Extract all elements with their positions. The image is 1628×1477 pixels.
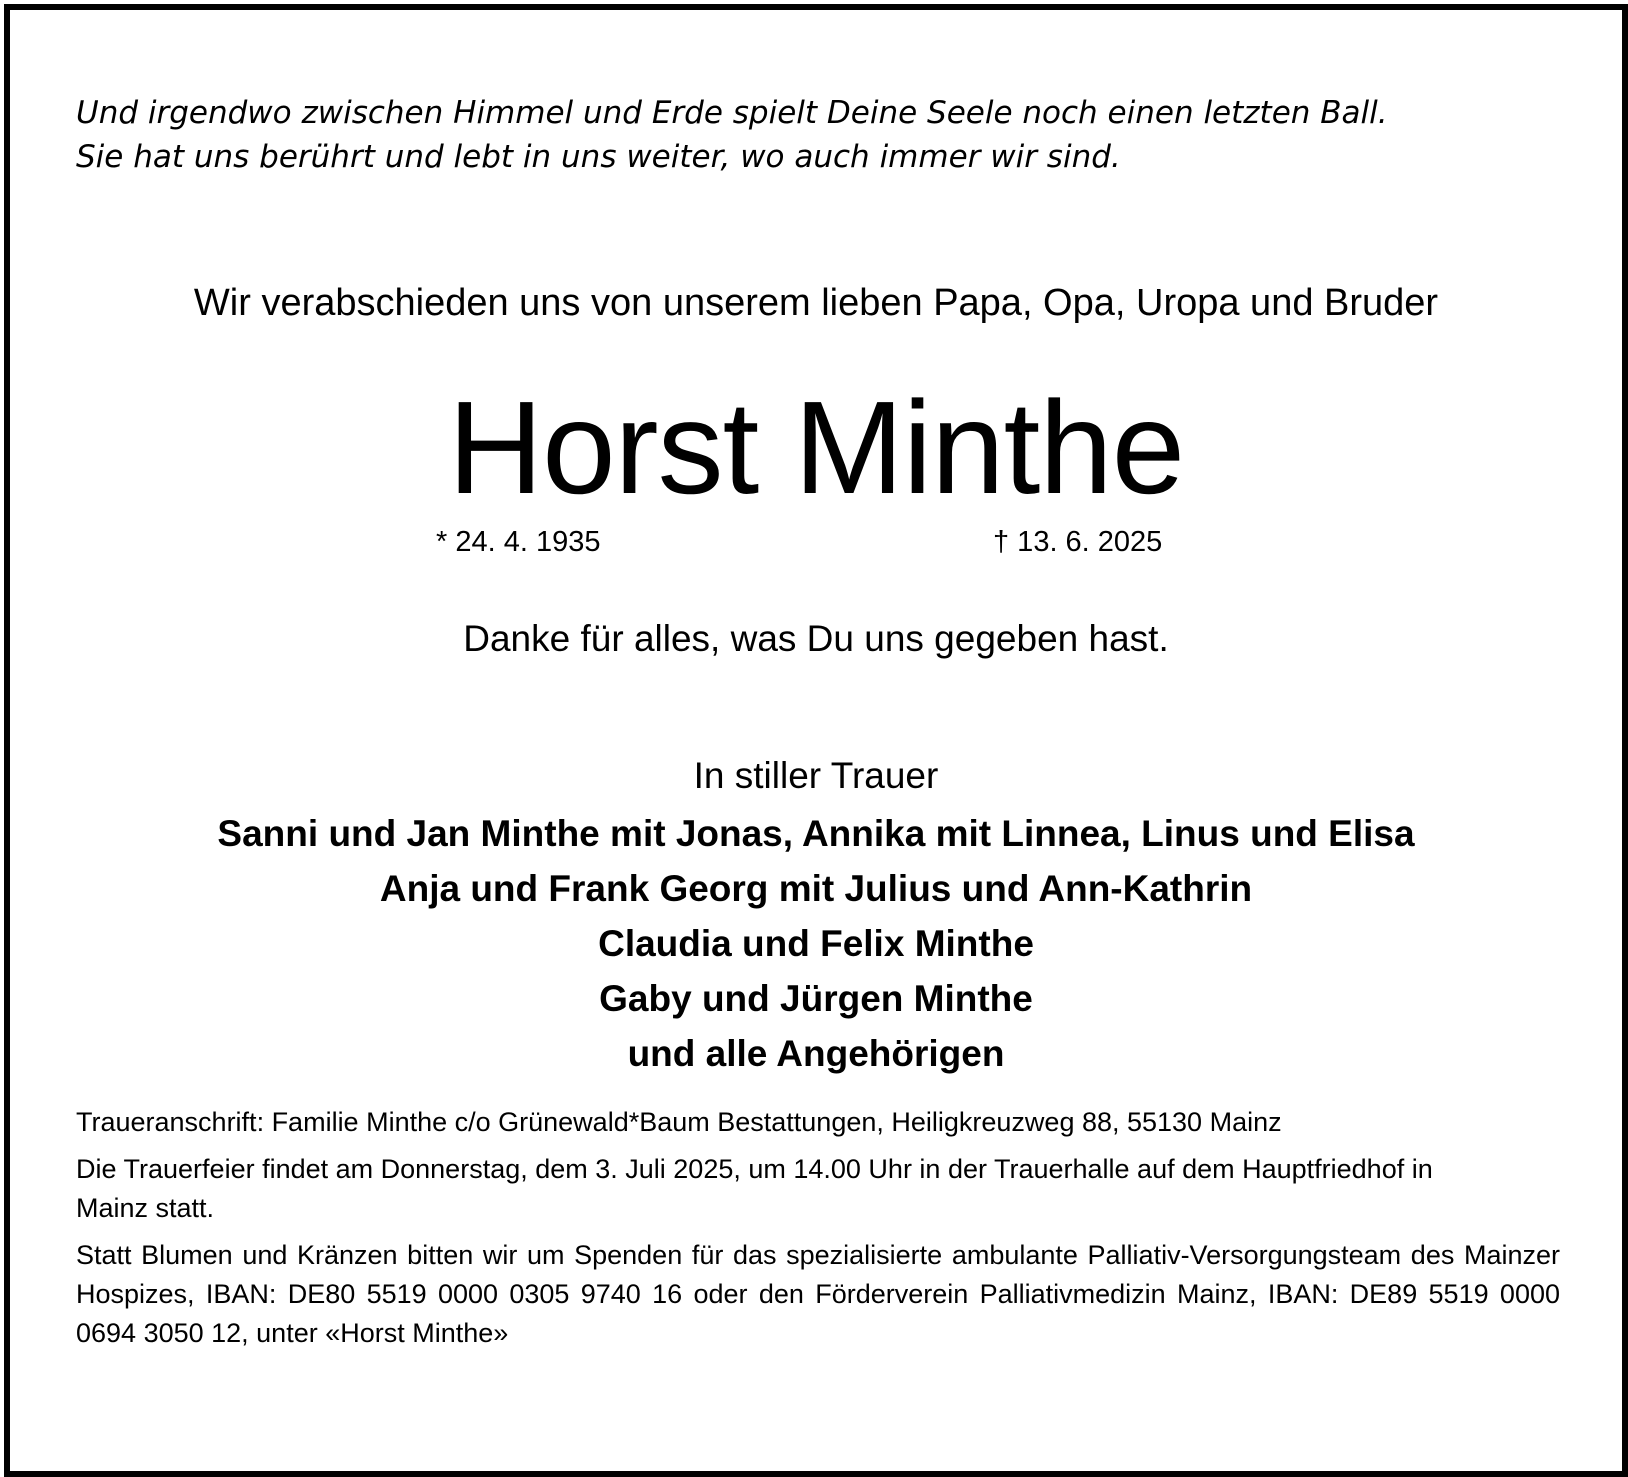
thanks-text: Danke für alles, was Du uns gegeben hast. bbox=[463, 618, 1169, 659]
mourning-address: Traueranschrift: Familie Minthe c/o Grünewald*Baum Bestattungen, Heiligkreuzweg 88, 55130 Mainz bbox=[76, 1107, 1282, 1137]
motto-line-1: Und irgendwo zwischen Himmel und Erde spielt Deine Seele noch einen letzten Ball. bbox=[76, 95, 1388, 131]
intro-text: Wir verabschieden uns von unserem lieben Papa, Opa, Uropa und Bruder bbox=[193, 282, 1439, 324]
motto-line-2: Sie hat uns berührt und lebt in uns weiter, wo auch immer wir sind. bbox=[76, 139, 1121, 175]
donation-info: Statt Blumen und Kränzen bitten wir um Spenden für das spezialisierte ambulante Palliativ-Versorgungsteam des Mainzer Hospizes, IBAN: DE80 5519 0000 0305 9740 16 oder den Förderverein Palliativmedizin Mainz, IBAN: DE89 5519 0000 0694 3050 12, unter «Horst Minthe» bbox=[76, 1240, 1560, 1348]
obituary-frame bbox=[4, 4, 1628, 1477]
mourner-line: Gaby und Jürgen Minthe bbox=[599, 978, 1033, 1019]
mourner-line: Anja und Frank Georg mit Julius und Ann-Kathrin bbox=[379, 868, 1253, 909]
death-date: † 13. 6. 2025 bbox=[993, 526, 1163, 558]
mourning-heading: In stiller Trauer bbox=[693, 755, 939, 796]
ceremony-info: Die Trauerfeier findet am Donnerstag, dem 3. Juli 2025, um 14.00 Uhr in der Trauerhalle auf dem Hauptfriedhof in Mainz statt. bbox=[76, 1154, 1433, 1223]
mourner-line: Claudia und Felix Minthe bbox=[598, 923, 1034, 964]
birth-date: * 24. 4. 1935 bbox=[436, 526, 601, 558]
mourner-line: und alle Angehörigen bbox=[627, 1033, 1005, 1074]
deceased-name: Horst Minthe bbox=[447, 374, 1185, 521]
mourner-line: Sanni und Jan Minthe mit Jonas, Annika mit Linnea, Linus und Elisa bbox=[217, 813, 1415, 854]
